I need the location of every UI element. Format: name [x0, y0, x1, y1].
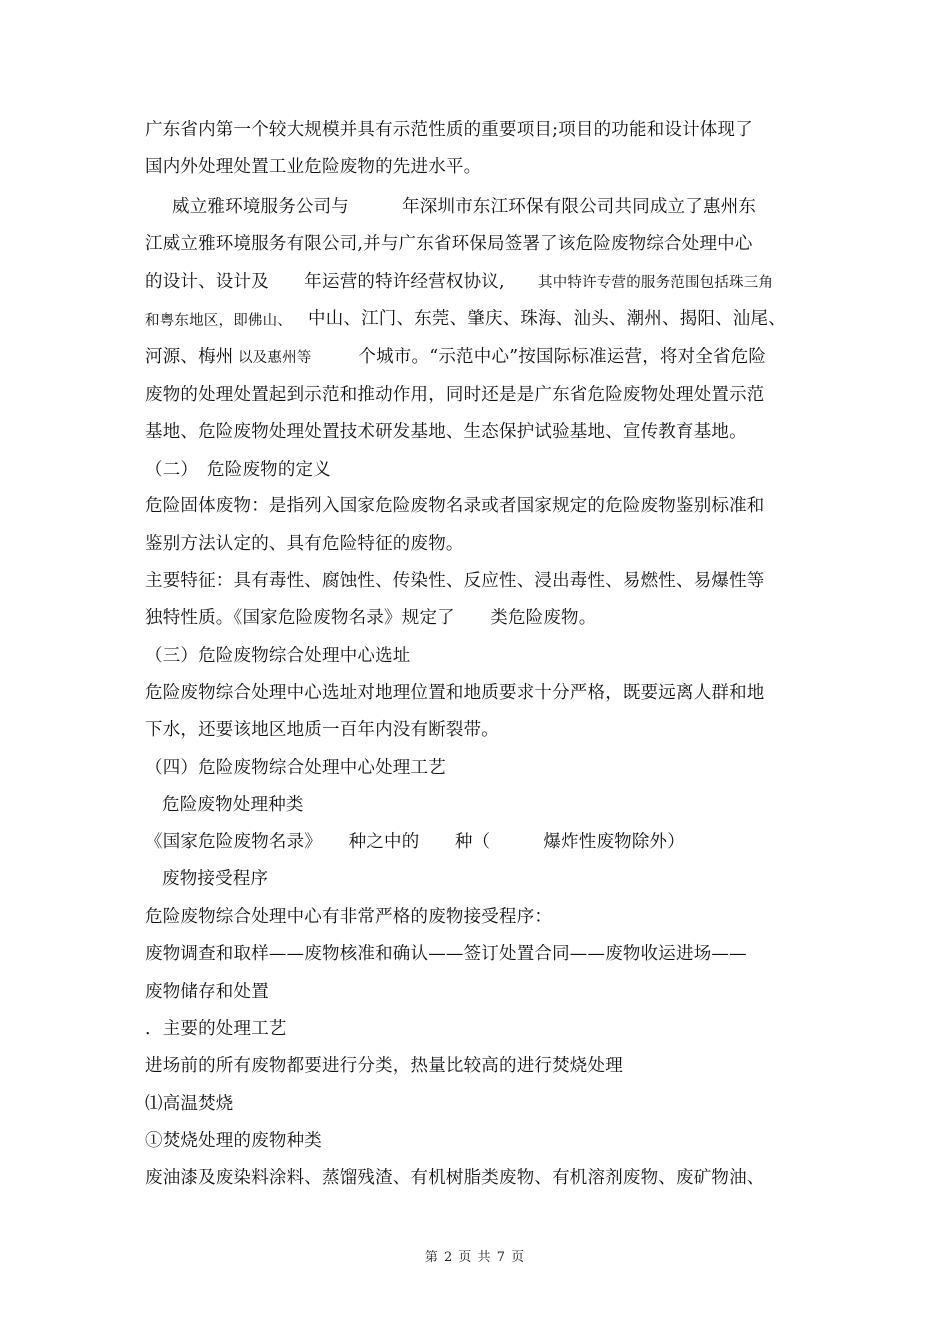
text-line: 的设计、设计及 年运营的特许经营权协议,	[145, 272, 505, 292]
section-heading: （二） 危险废物的定义	[145, 460, 331, 480]
text-line: 《国家危险废物名录》 种之中的 种（ 爆炸性废物除外）	[145, 832, 685, 852]
text-line: 威立雅环境服务公司与 年深圳市东江环保有限公司共同成立了惠州东	[172, 197, 757, 217]
text-line: 广东省内第一个较大规模并具有示范性质的重要项目;项目的功能和设计体现了	[145, 120, 753, 140]
page-footer: 第 2 页 共 7 页	[424, 1250, 526, 1265]
text-line: 废物调查和取样——废物核准和确认——签订处置合同——废物收运进场——	[145, 944, 747, 964]
text-line: 独特性质。《国家危险废物名录》规定了 类危险废物。	[145, 608, 597, 628]
text-line: 废物储存和处置	[145, 982, 269, 1002]
text-line: 危险固体废物：是指列入国家危险废物名录或者国家规定的危险废物鉴别标准和	[145, 496, 765, 516]
text-line: 废物的处理处置起到示范和推动作用，同时还是是广东省危险废物处理处置示范	[145, 385, 765, 405]
text-line: 国内外处理处置工业危险废物的先进水平。	[145, 157, 482, 177]
text-line: 河源、梅州	[145, 347, 234, 367]
text-line: 危险废物综合处理中心选址对地理位置和地质要求十分严格，既要远离人群和地	[145, 683, 765, 703]
text-line: 江威立雅环境服务有限公司,并与广东省环保局签署了该危险废物综合处理中心	[145, 234, 753, 254]
text-line: 个城市。“示范中心”按国际标准运营，将对全省危险	[323, 347, 767, 367]
text-line: 危险废物综合处理中心有非常严格的废物接受程序：	[145, 907, 553, 927]
text-line: 下水，还要该地区地质一百年内没有断裂带。	[145, 720, 499, 740]
subheading: ①焚烧处理的废物种类	[145, 1131, 322, 1151]
text-line: 主要特征：具有毒性、腐蚀性、传染性、反应性、浸出毒性、易燃性、易爆性等	[145, 571, 765, 591]
text-line-small: 其中特许专营的服务范围包括珠三角	[538, 275, 774, 291]
subheading: ⑴高温焚烧	[145, 1094, 234, 1114]
text-line: 进场前的所有废物都要进行分类，热量比较高的进行焚烧处理	[145, 1056, 623, 1076]
subheading: 危险废物处理种类	[162, 795, 304, 815]
subheading: 废物接受程序	[162, 869, 269, 889]
text-line: 鉴别方法认定的、具有危险特征的废物。	[145, 534, 464, 554]
text-line-small: 和粤东地区，即佛山、	[145, 313, 292, 329]
subheading: ．主要的处理工艺	[145, 1019, 287, 1039]
text-line-small: 以及惠州等	[238, 350, 312, 366]
text-line: 基地、危险废物处理处置技术研发基地、生态保护试验基地、宣传教育基地。	[145, 422, 747, 442]
section-heading: （三）危险废物综合处理中心选址	[145, 646, 411, 666]
text-line: 中山、江门、东莞、肇庆、珠海、汕头、潮州、揭阳、汕尾、	[308, 309, 786, 329]
text-line: 废油漆及废染料涂料、蒸馏残渣、有机树脂类废物、有机溶剂废物、废矿物油、	[145, 1168, 765, 1188]
section-heading: （四）危险废物综合处理中心处理工艺	[145, 758, 446, 778]
